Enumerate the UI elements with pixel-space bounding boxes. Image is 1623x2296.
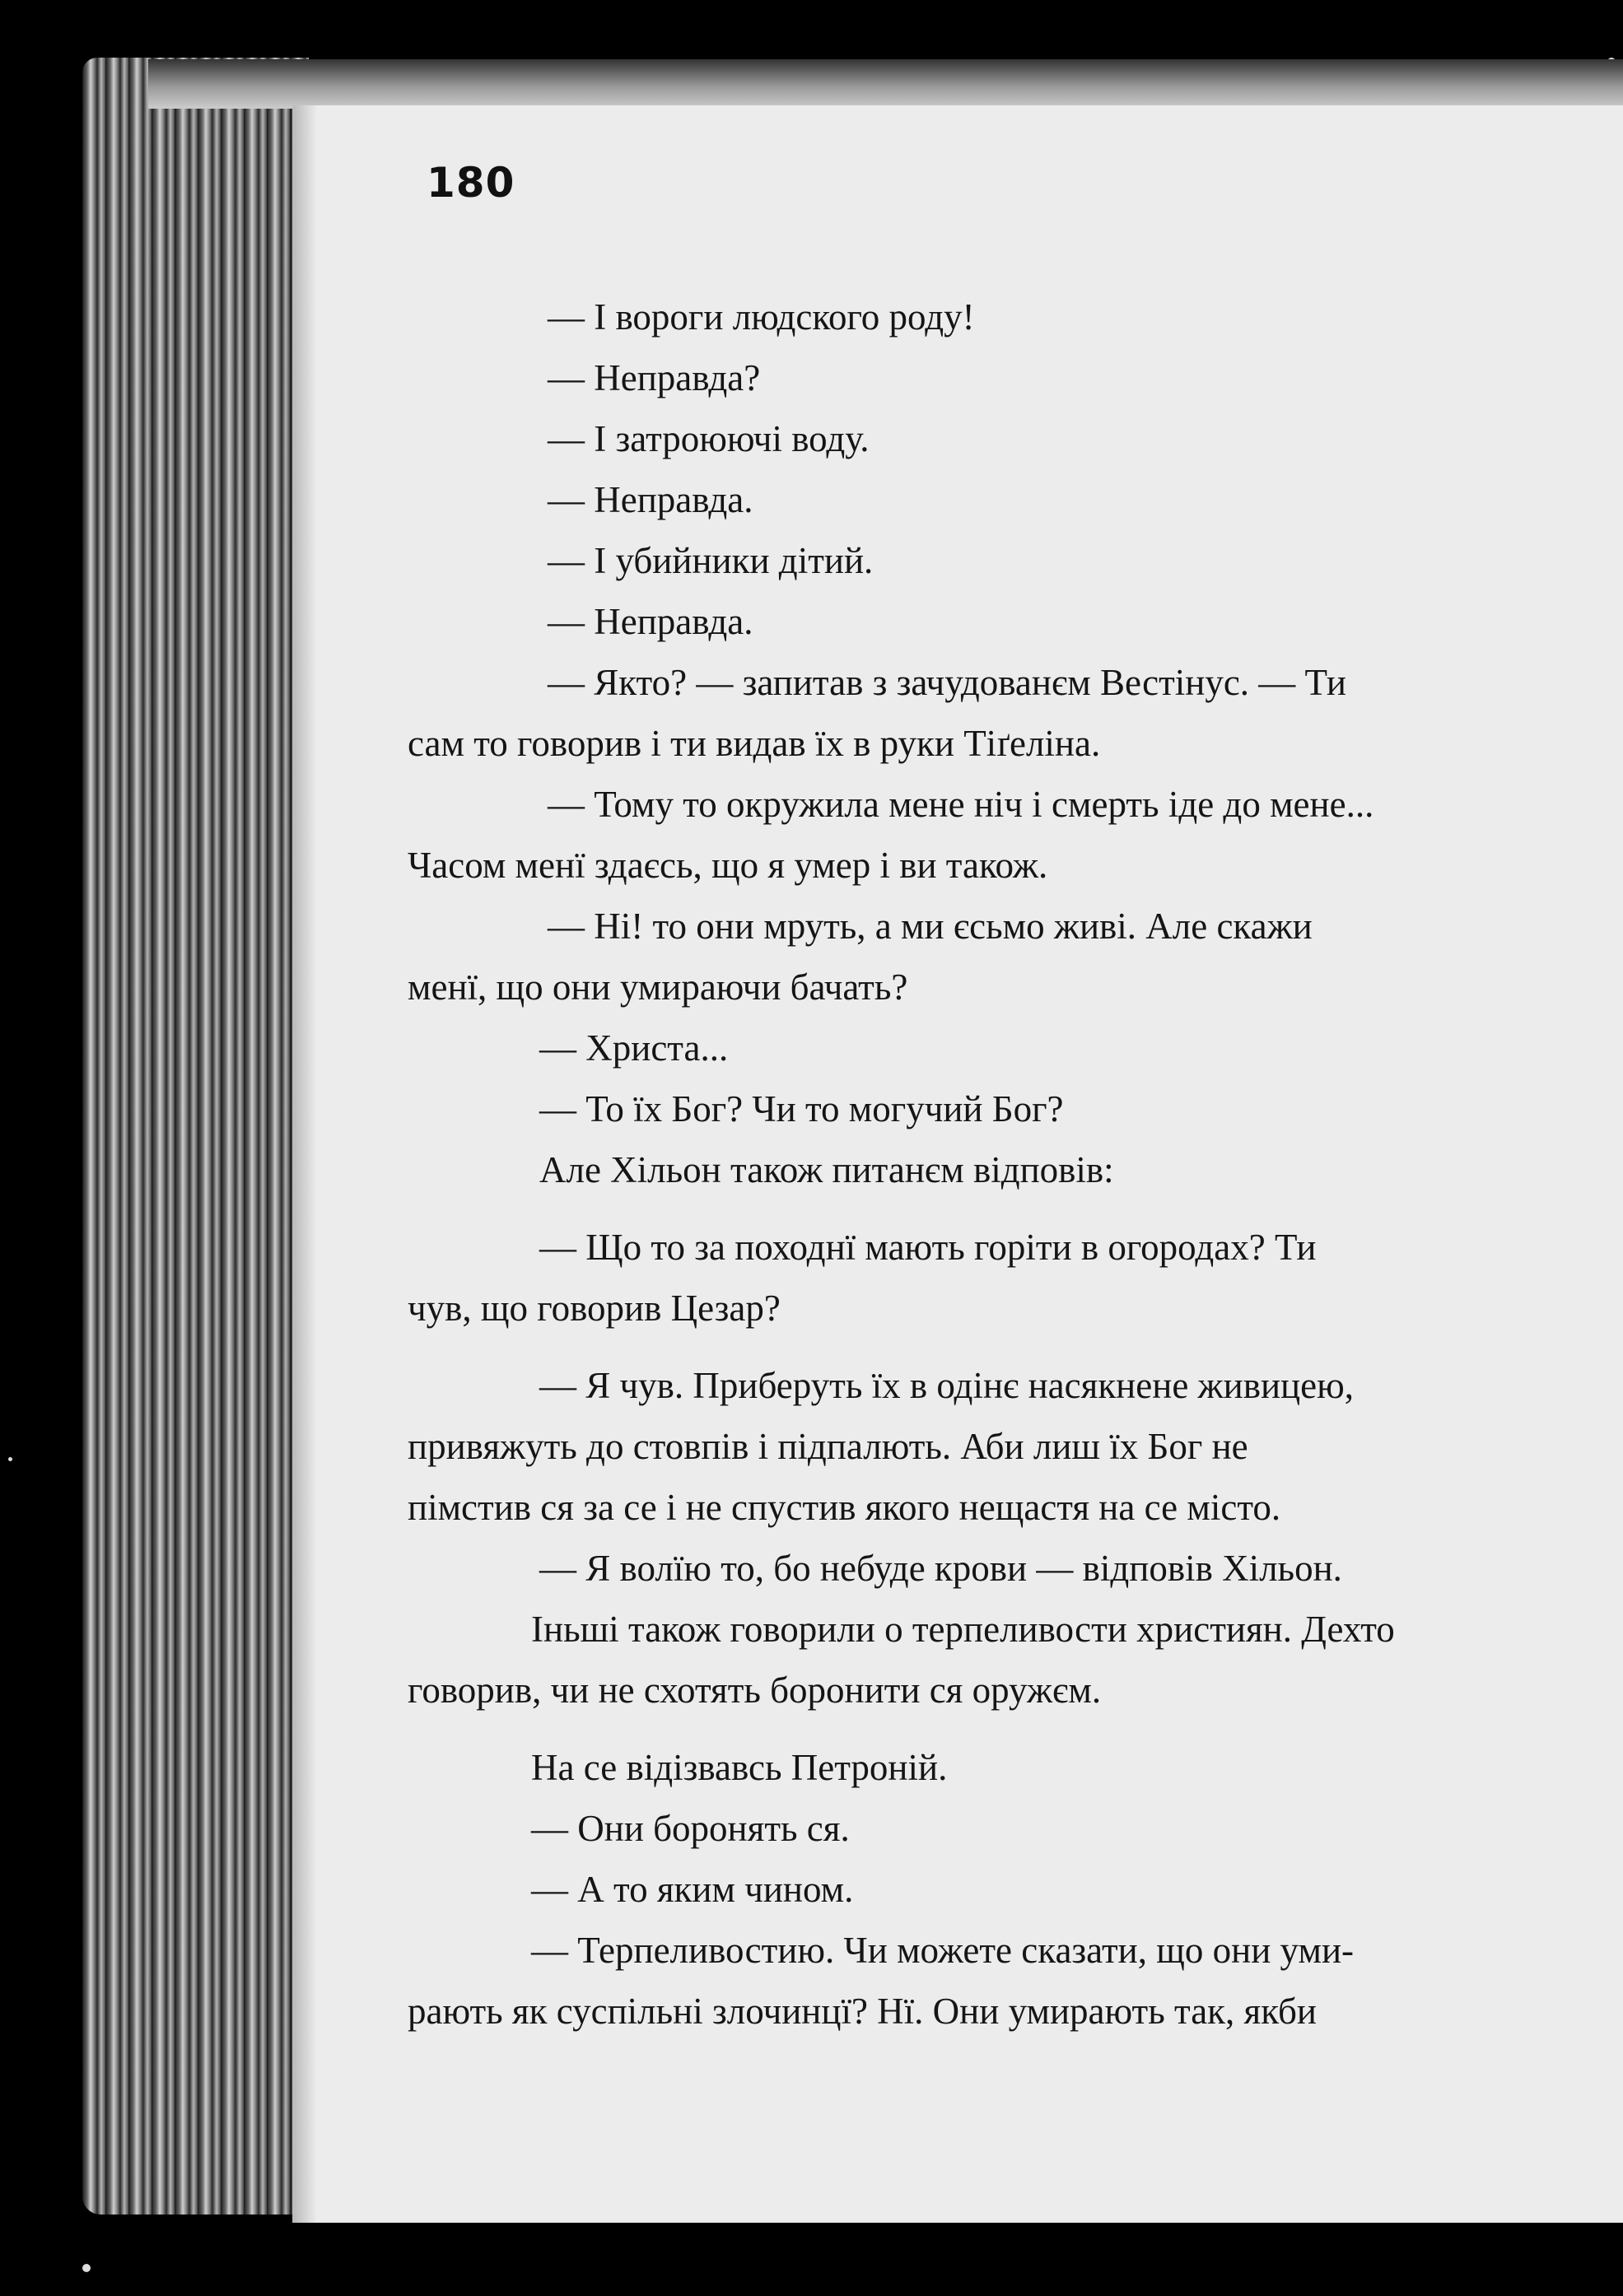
text-line: сам то говорив і ти видав їх в руки Тіґеліна.	[408, 723, 1101, 764]
book-page-edges	[82, 58, 309, 2214]
text-line: На се відізвавсь Петроній.	[531, 1747, 948, 1788]
text-line: — І затроюючі воду.	[548, 418, 870, 459]
scan-speck	[82, 2264, 91, 2272]
text-line: — А то яким чином.	[531, 1869, 854, 1910]
text-line: пімстив ся за се і не спустив якого нещастя на се місто.	[408, 1487, 1281, 1528]
scan-speck	[8, 1457, 12, 1461]
text-line: — Они боронять ся.	[531, 1808, 850, 1849]
text-line: говорив, чи не схотять боронити ся оружєм.	[408, 1670, 1102, 1711]
text-line: — Неправда.	[548, 601, 753, 642]
text-line: менї, що они умираючи бачать?	[408, 966, 908, 1008]
text-line: — І убийники дітий.	[548, 540, 874, 581]
book-page	[292, 105, 1623, 2223]
text-line: — Я волїю то, бо небуде крови — відповів Хільон.	[539, 1548, 1342, 1589]
book-top-edge	[148, 59, 1623, 109]
text-line: чув, що говорив Цезар?	[408, 1288, 781, 1329]
text-line: Іньші також говорили о терпеливости християн. Дехто	[531, 1609, 1395, 1650]
text-line: — Ні! то они мруть, а ми єсьмо живі. Але скажи	[548, 906, 1313, 947]
page-text	[408, 286, 1623, 2042]
text-line: — Що то за походнї мають горіти в огородах? Ти	[539, 1227, 1317, 1268]
text-line: рають як суспільні злочинцї? Нї. Они умирають так, якби	[408, 1991, 1317, 2032]
page-number: 180	[427, 159, 515, 207]
text-line: привяжуть до стовпів і підпалють. Аби лиш їх Бог не	[408, 1426, 1248, 1467]
page-gutter-shadow	[292, 105, 317, 2223]
text-line: — Неправда.	[548, 479, 753, 520]
text-line: — Терпеливостию. Чи можете сказати, що они уми-	[531, 1930, 1355, 1971]
text-line: — Я чув. Приберуть їх в одінє насякнене живицею,	[539, 1365, 1354, 1406]
text-line: — То їх Бог? Чи то могучий Бог?	[539, 1088, 1064, 1129]
text-line: Часом менї здаєсь, що я умер і ви також.	[408, 845, 1048, 886]
text-line: — Якто? — запитав з зачудованєм Вестінус. — Ти	[548, 662, 1347, 703]
text-line: — Христа...	[539, 1027, 729, 1069]
text-line: — Неправда?	[548, 357, 761, 398]
text-line: Але Хільон також питанєм відповів:	[539, 1149, 1114, 1190]
text-line: — Тому то окружила мене ніч і смерть іде до мене...	[548, 784, 1374, 825]
text-line: — І вороги людского роду!	[548, 296, 975, 338]
